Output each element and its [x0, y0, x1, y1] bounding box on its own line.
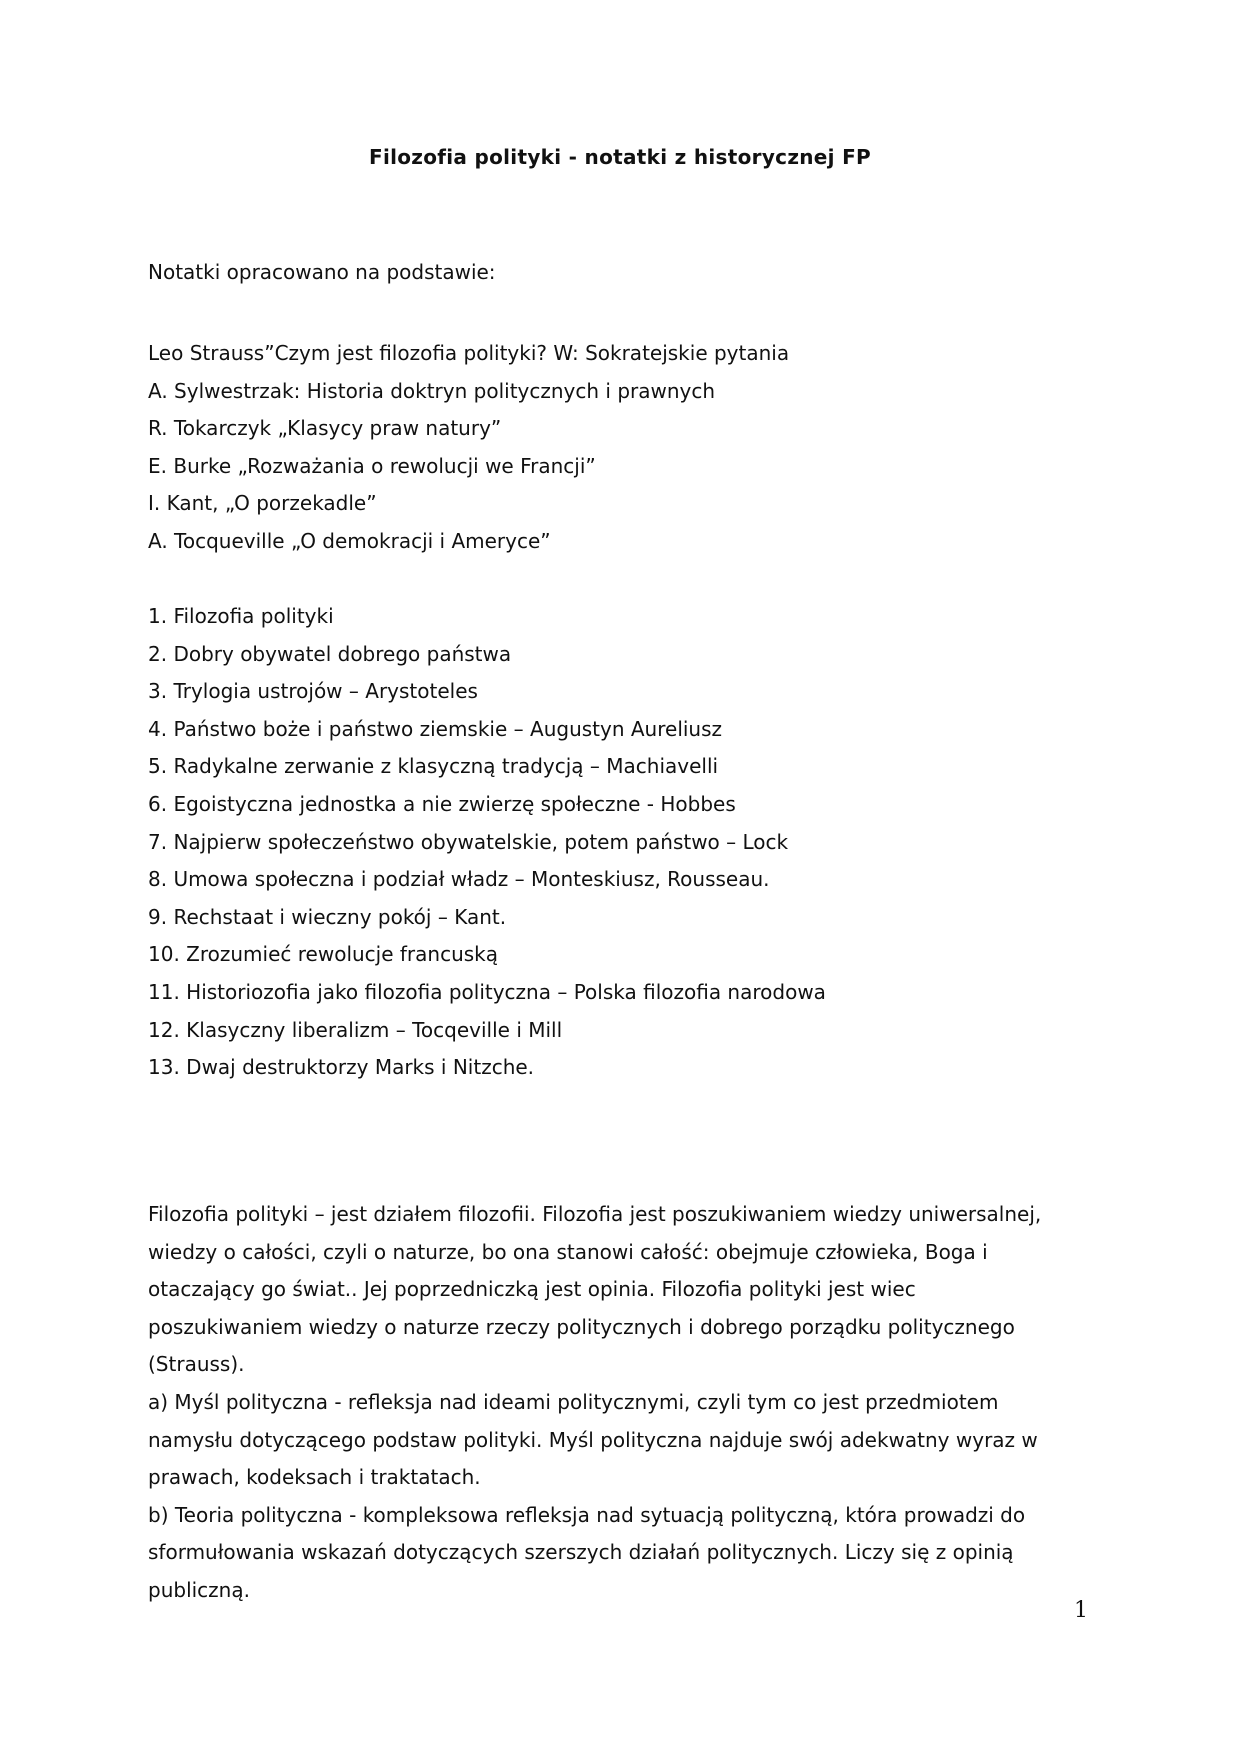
body-line: wiedzy o całości, czyli o naturze, bo ona stanowi całość: obejmuje człowieka, Boga i [148, 1239, 988, 1264]
body-paragraph [148, 1196, 1088, 1610]
reference-item: A. Tocqueville „O demokracji i Ameryce” [148, 528, 551, 553]
body-line: prawach, kodeksach i traktatach. [148, 1465, 481, 1490]
body-line: poszukiwaniem wiedzy o naturze rzeczy politycznych i dobrego porządku politycznego [148, 1314, 1015, 1339]
body-line: a) Myśl polityczna - refleksja nad ideami politycznymi, czyli tym co jest przedmiotem [148, 1389, 999, 1414]
body-line: sformułowania wskazań dotyczących szerszych działań politycznych. Liczy się z opinią [148, 1540, 1014, 1565]
topic-item: 3. Trylogia ustrojów – Arystoteles [148, 679, 478, 704]
topic-item: 13. Dwaj destruktorzy Marks i Nitzche. [148, 1055, 535, 1080]
reference-item: E. Burke „Rozważania o rewolucji we Francji” [148, 453, 596, 478]
page-number: 1 [1074, 1598, 1088, 1623]
body-line: namysłu dotyczącego podstaw polityki. Myśl polityczna najduje swój adekwatny wyraz w [148, 1427, 1038, 1452]
references-list [148, 335, 789, 561]
topic-item: 9. Rechstaat i wieczny pokój – Kant. [148, 904, 507, 929]
body-line: b) Teoria polityczna - kompleksowa refleksja nad sytuacją polityczną, która prowadzi do [148, 1502, 1026, 1527]
reference-item: A. Sylwestrzak: Historia doktryn politycznych i prawnych [148, 378, 716, 403]
topic-item: 6. Egoistyczna jednostka a nie zwierzę społeczne - Hobbes [148, 791, 736, 816]
topic-item: 5. Radykalne zerwanie z klasyczną tradycją – Machiavelli [148, 754, 719, 779]
topic-item: 8. Umowa społeczna i podział władz – Monteskiusz, Rousseau. [148, 867, 770, 892]
topic-item: 10. Zrozumieć rewolucje francuską [148, 942, 499, 967]
topic-item: 1. Filozofia polityki [148, 604, 334, 628]
topic-item: 2. Dobry obywatel dobrego państwa [148, 641, 512, 666]
intro-text: Notatki opracowano na podstawie: [148, 260, 496, 284]
body-line: (Strauss). [148, 1352, 245, 1377]
reference-item: R. Tokarczyk „Klasycy praw natury” [148, 416, 502, 441]
document-title: Filozofia polityki - notatki z historycznej FP [368, 145, 871, 169]
topic-item: 7. Najpierw społeczeństwo obywatelskie, potem państwo – Lock [148, 829, 789, 854]
topic-item: 12. Klasyczny liberalizm – Tocqeville i Mill [148, 1017, 563, 1042]
topics-list [148, 598, 826, 1087]
topic-item: 4. Państwo boże i państwo ziemskie – Augustyn Aureliusz [148, 716, 723, 741]
body-line: publiczną. [148, 1577, 250, 1602]
body-line: Filozofia polityki – jest działem filozofii. Filozofia jest poszukiwaniem wiedzy uniwersalnej, [148, 1202, 1042, 1226]
topic-item: 11. Historiozofia jako filozofia polityczna – Polska filozofia narodowa [148, 979, 826, 1004]
body-line: otaczający go świat.. Jej poprzedniczką jest opinia. Filozofia polityki jest wiec [148, 1277, 916, 1302]
reference-item: Leo Strauss”Czym jest filozofia polityki? W: Sokratejskie pytania [148, 341, 790, 365]
reference-item: I. Kant, „O porzekadle” [148, 491, 377, 516]
